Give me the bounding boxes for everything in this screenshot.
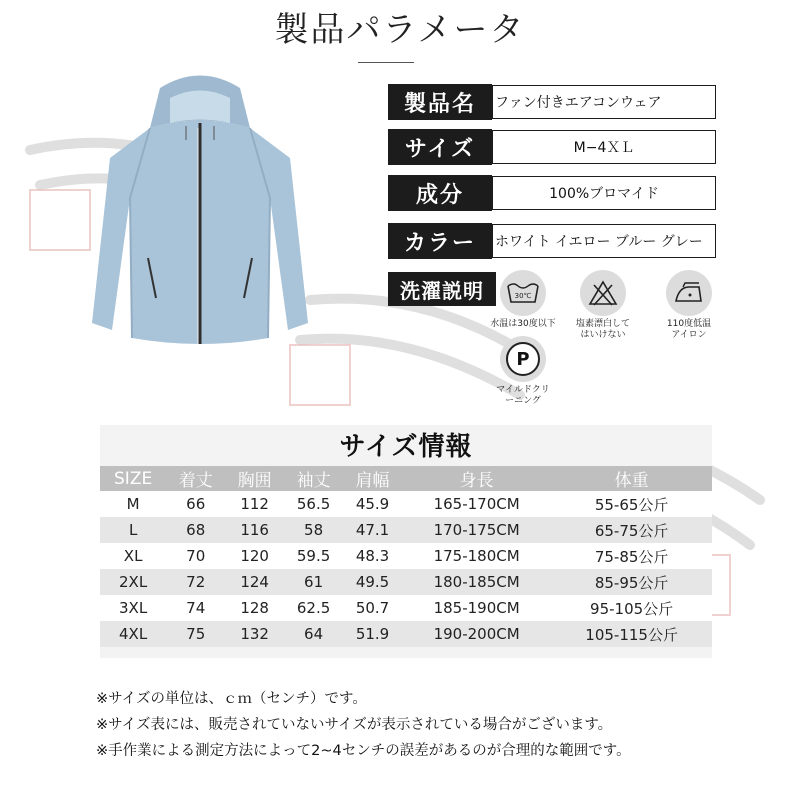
table-cell: 45.9 [343, 491, 402, 517]
param-value: 100%ブロマイド [492, 176, 716, 210]
table-cell: 56.5 [284, 491, 343, 517]
column-header: 着丈 [166, 466, 225, 491]
param-value: ホワイト イエロー ブルー グレー [492, 224, 716, 258]
no-bleach-icon [580, 270, 626, 316]
table-cell: 48.3 [343, 543, 402, 569]
column-header: 肩幅 [343, 466, 402, 491]
table-cell: 112 [225, 491, 284, 517]
table-cell: 175-180CM [402, 543, 551, 569]
page-title: 製品パラメータ [274, 10, 526, 50]
column-header: 袖丈 [284, 466, 343, 491]
table-cell: 55-65公斤 [551, 491, 712, 517]
table-cell: 95-105公斤 [551, 595, 712, 621]
wash-item-no-bleach [558, 270, 648, 341]
table-cell: 58 [284, 517, 343, 543]
table-cell: M [100, 491, 166, 517]
wash-text: 水温は30度以下 [490, 319, 556, 329]
table-row [100, 543, 712, 569]
size-table-title: サイズ情報 [339, 432, 473, 462]
wash-item-30 [478, 270, 568, 330]
table-cell: 75-85公斤 [551, 543, 712, 569]
table-cell: 65-75公斤 [551, 517, 712, 543]
table-cell: 132 [225, 621, 284, 647]
dry-clean-symbol: P [506, 342, 540, 376]
param-label: カラー [388, 223, 492, 259]
table-row [100, 621, 712, 647]
param-label: 成分 [388, 175, 492, 211]
wash-text: 塩素漂白して はいけない [575, 319, 630, 340]
title-divider [358, 62, 414, 63]
table-cell: L [100, 517, 166, 543]
table-cell: 185-190CM [402, 595, 551, 621]
table-cell: 49.5 [343, 569, 402, 595]
column-header: 身長 [402, 466, 551, 491]
table-row [100, 491, 712, 517]
size-table [100, 466, 712, 647]
svg-text:30℃: 30℃ [514, 292, 532, 300]
param-value: ファン付きエアコンウェア [492, 85, 716, 119]
table-row [100, 569, 712, 595]
wash-30-icon [500, 270, 546, 316]
table-cell: 124 [225, 569, 284, 595]
param-label: サイズ [388, 129, 492, 165]
table-cell: 59.5 [284, 543, 343, 569]
table-cell: 66 [166, 491, 225, 517]
table-cell: 116 [225, 517, 284, 543]
iron-110-icon [666, 270, 712, 316]
washing-label: 洗濯説明 [388, 272, 496, 306]
table-cell: 62.5 [284, 595, 343, 621]
table-cell: 75 [166, 621, 225, 647]
table-header-row [100, 466, 712, 491]
note-line: ※サイズ表には、販売されていないサイズが表示されている場合がございます。 [96, 717, 613, 733]
table-cell: 47.1 [343, 517, 402, 543]
note-line: ※手作業による測定方法によって2~4センチの誤差があるのが合理的な範囲です。 [96, 743, 631, 759]
table-cell: 105-115公斤 [551, 621, 712, 647]
column-header: SIZE [100, 466, 166, 491]
table-cell: XL [100, 543, 166, 569]
table-cell: 4XL [100, 621, 166, 647]
table-cell: 64 [284, 621, 343, 647]
notes-section [96, 686, 776, 764]
table-cell: 128 [225, 595, 284, 621]
table-row [100, 517, 712, 543]
table-cell: 3XL [100, 595, 166, 621]
column-header: 胸囲 [225, 466, 284, 491]
table-cell: 68 [166, 517, 225, 543]
table-cell: 72 [166, 569, 225, 595]
table-cell: 51.9 [343, 621, 402, 647]
note-line: ※サイズの単位は、ｃｍ（センチ）です。 [96, 691, 367, 707]
table-cell: 180-185CM [402, 569, 551, 595]
table-cell: 61 [284, 569, 343, 595]
wash-item-iron [644, 270, 734, 341]
table-cell: 74 [166, 595, 225, 621]
wash-text: 110度低温 アイロン [666, 319, 712, 340]
table-cell: 170-175CM [402, 517, 551, 543]
column-header: 体重 [551, 466, 712, 491]
wash-item-dry-clean [478, 336, 568, 407]
jacket-product-image [90, 68, 310, 368]
param-value: M−4ＸＬ [492, 130, 716, 164]
table-cell: 165-170CM [402, 491, 551, 517]
table-row [100, 595, 712, 621]
table-cell: 50.7 [343, 595, 402, 621]
dry-clean-p-icon [500, 336, 546, 382]
wash-text: マイルドクリ ーニング [496, 385, 550, 406]
table-cell: 190-200CM [402, 621, 551, 647]
table-cell: 120 [225, 543, 284, 569]
param-label: 製品名 [388, 84, 492, 120]
table-cell: 85-95公斤 [551, 569, 712, 595]
table-cell: 2XL [100, 569, 166, 595]
table-cell: 70 [166, 543, 225, 569]
